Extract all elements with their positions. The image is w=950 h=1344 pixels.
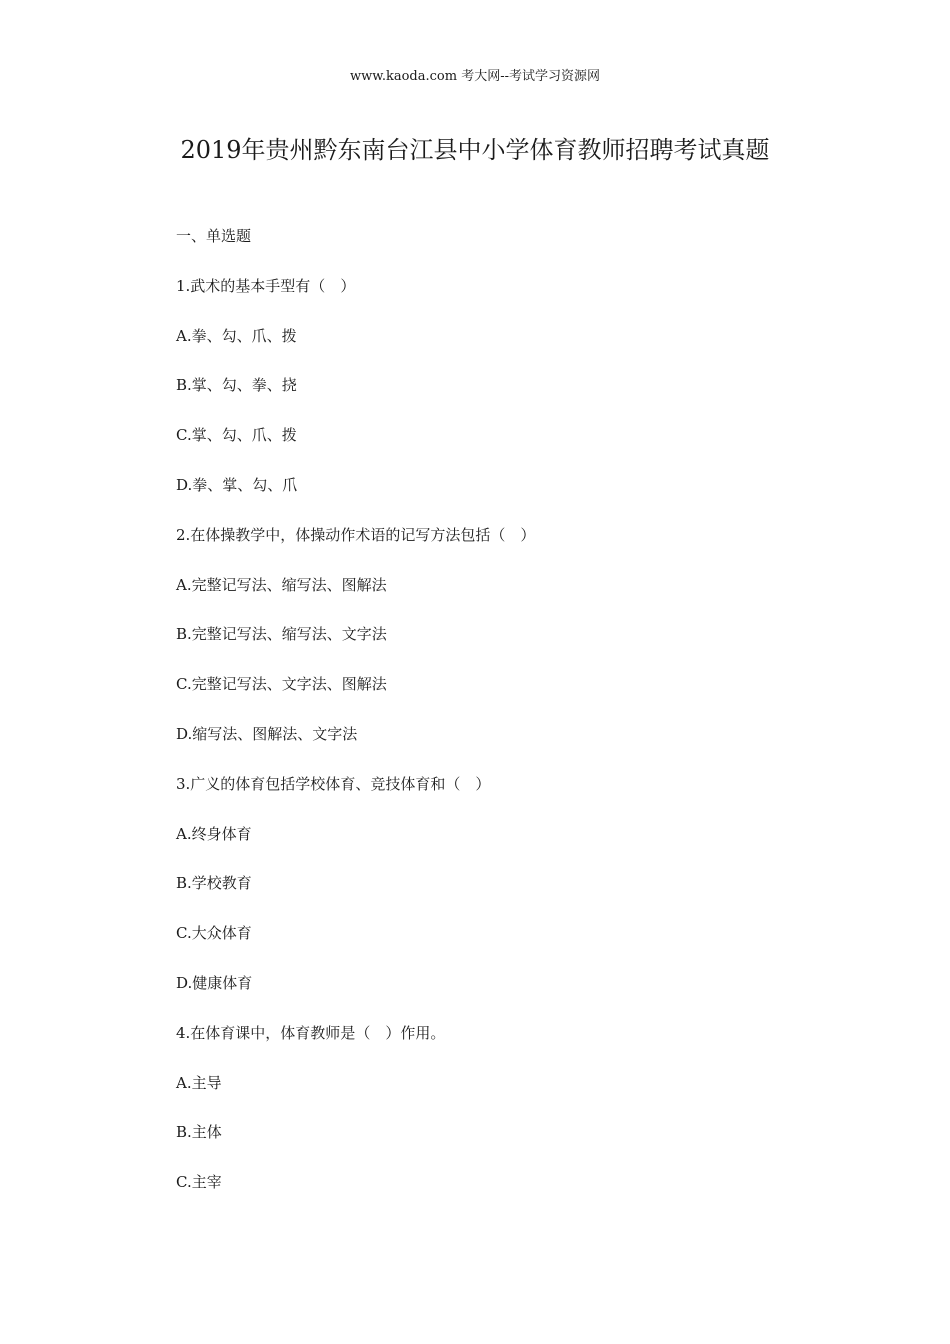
question-2-option-b: B.完整记写法、缩写法、文字法 [176, 625, 387, 644]
section-heading: 一、单选题 [176, 227, 252, 245]
question-3-stem: 3.广义的体育包括学校体育、竞技体育和（ ） [176, 774, 491, 793]
question-1-stem: 1.武术的基本手型有（ ） [176, 276, 356, 295]
question-list [176, 226, 876, 1222]
question-1-option-d: D.拳、掌、勾、爪 [176, 475, 298, 494]
question-4-option-c: C.主宰 [176, 1173, 222, 1192]
question-4-stem: 4.在体育课中，体育教师是（ ）作用。 [176, 1023, 446, 1042]
question-2-option-a: A.完整记写法、缩写法、图解法 [176, 575, 387, 594]
question-1-option-c: C.掌、勾、爪、拨 [176, 426, 297, 445]
question-4-option-a: A.主导 [176, 1073, 222, 1092]
question-2-option-c: C.完整记写法、文字法、图解法 [176, 675, 387, 694]
question-3-option-c: C.大众体育 [176, 924, 252, 943]
question-1-option-a: A.拳、勾、爪、拨 [176, 326, 297, 345]
question-3-option-d: D.健康体育 [176, 973, 253, 992]
question-2-stem: 2.在体操教学中，体操动作术语的记写方法包括（ ） [176, 525, 536, 544]
document-title: 2019年贵州黔东南台江县中小学体育教师招聘考试真题 [180, 136, 770, 164]
page-header: www.kaoda.com 考大网--考试学习资源网 [350, 69, 600, 84]
question-3-option-b: B.学校教育 [176, 874, 252, 893]
question-2-option-d: D.缩写法、图解法、文字法 [176, 724, 358, 743]
question-4-option-b: B.主体 [176, 1123, 222, 1142]
question-1-option-b: B.掌、勾、拳、挠 [176, 376, 297, 395]
question-3-option-a: A.终身体育 [176, 824, 252, 843]
